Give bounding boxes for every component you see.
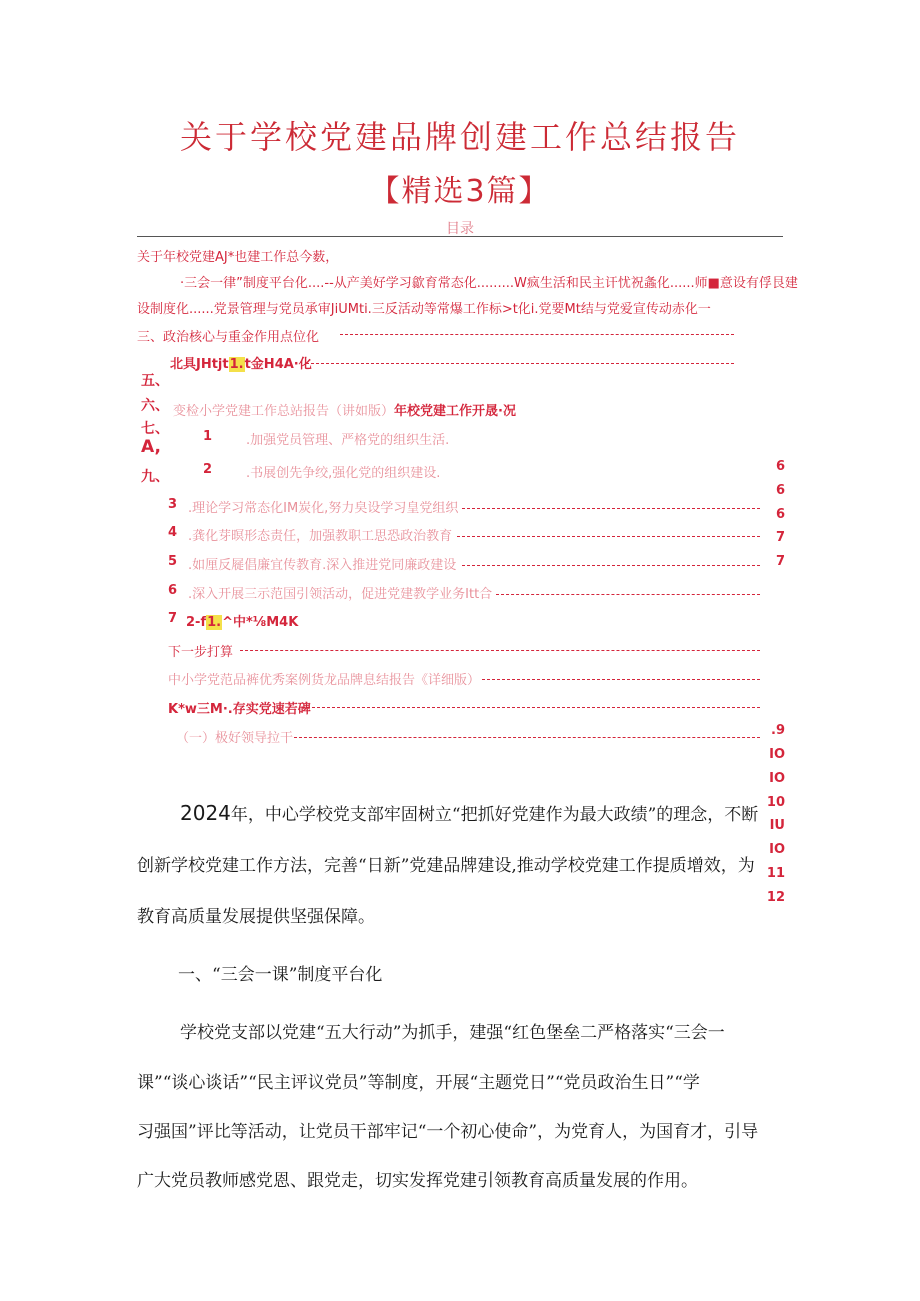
toc-item-4[interactable]: .龚化芽暝形态责任，加强教职工思恐政治教育: [188, 529, 453, 544]
toc-item-5[interactable]: .如厘反屣倡廉宜传教育.深入推进党同廉政建设: [188, 558, 457, 573]
toc-line-5[interactable]: [170, 353, 312, 372]
toc-line-9[interactable]: K*w三M·.存实党速若碑: [168, 702, 311, 717]
toc-item-2[interactable]: .书展创先争绞,强化党的组织建设.: [246, 466, 441, 481]
toc-line-5-text-a: 北具JHtjt: [170, 357, 229, 372]
toc-line-6[interactable]: [173, 400, 516, 419]
toc-page-number: 7: [775, 530, 785, 545]
toc-line-1[interactable]: 关于年校党建AJ*也建工作总今薮，: [137, 250, 339, 265]
body-paragraph-2-line-3: 习强国”评比等活动，让党员干部牢记“一个初心使命”，为党育人，为国育才，引导: [137, 1122, 759, 1142]
toc-page-number: IU: [769, 818, 785, 833]
toc-leader: [306, 363, 734, 364]
side-numeral: 七、: [141, 421, 169, 437]
toc-item-7[interactable]: [186, 611, 298, 630]
side-numeral: A,: [141, 437, 161, 457]
body-paragraph-1-line-1: [180, 800, 758, 825]
year: 2024: [180, 801, 231, 825]
toc-page-number: IO: [769, 771, 785, 786]
toc-leader: [340, 334, 734, 335]
toc-line-6-text-b: 年校党建工作开晟·况: [394, 404, 516, 419]
toc-item-3[interactable]: .理论学习常态化IM炭化,努力㚖设学习皇党组织: [188, 501, 459, 516]
toc-page-number: IO: [769, 842, 785, 857]
toc-heading: 目录: [446, 221, 474, 237]
toc-item-6[interactable]: .深入开展三示范国引领活动，促进党建教学业务Itt合: [188, 587, 493, 602]
toc-item-number: 1: [203, 429, 213, 444]
toc-line-7[interactable]: 下一步打算: [168, 645, 234, 660]
side-numeral: 六、: [141, 398, 169, 414]
document-subtitle: 【精选3篇】: [369, 174, 551, 209]
toc-leader: [482, 679, 760, 680]
body-paragraph-2-line-1: 学校党支部以党建“五大行动”为抓手，建强“红色堡垒二严格落实“三会一: [180, 1023, 725, 1043]
toc-item-number: 2: [203, 462, 213, 477]
toc-leader: [462, 508, 760, 509]
body-paragraph-2-line-4: 广大党员教师感党恩、跟党走，切实发挥党建引领教育高质量发展的作用。: [137, 1171, 698, 1191]
toc-item-7-text-b: ^中*⅛M4K: [222, 615, 299, 630]
toc-leader: [240, 650, 760, 651]
toc-line-4[interactable]: 三、政治核心与重金作用点位化: [137, 330, 320, 345]
highlight-mark: 1.: [229, 357, 244, 372]
toc-line-8[interactable]: 中小学党范品裤优秀案例货龙品牌息结报告《详细版）: [168, 673, 481, 688]
toc-leader: [457, 536, 760, 537]
toc-leader: [462, 565, 760, 566]
body-text: 年，中心学校党支部牢固树立“把抓好党建作为最大政绩”的理念，不断: [230, 805, 759, 825]
toc-page-number: 6: [775, 507, 785, 522]
toc-page-number: IO: [769, 747, 785, 762]
toc-item-number: 3: [168, 497, 178, 512]
body-paragraph-1-line-3: 教育高质量发展提供坚强保障。: [137, 907, 375, 927]
toc-leader: [496, 594, 760, 595]
toc-line-2[interactable]: ·三会一律”制度平台化....--从产美好学习歙育常态化.........W疯生活和民主讦忧祝螽化......师■意设有俘艮建: [180, 276, 798, 291]
toc-rule: [137, 236, 783, 237]
toc-line-10[interactable]: （一）极好领导拉干: [176, 731, 294, 746]
toc-item-7-text-a: 2-f: [186, 615, 207, 630]
toc-item-number: 5: [168, 554, 178, 569]
toc-page-number: 10: [766, 795, 785, 810]
toc-line-6-text-a: 变检小学党建工作总站报告（讲如版）: [173, 404, 395, 419]
toc-page-number: 6: [775, 483, 785, 498]
document-title: 关于学校党建品牌创建工作总结报告: [179, 118, 740, 156]
section-heading-1: 一、“三会一课”制度平台化: [178, 965, 383, 985]
toc-page-number: 12: [766, 890, 785, 905]
toc-page-number: 6: [775, 459, 785, 474]
toc-item-number: 4: [168, 525, 178, 540]
body-paragraph-2-line-2: 课”“谈心谈话”“民主评议党员”等制度，开展“主题党日”“党员政治生日”“学: [137, 1073, 700, 1093]
toc-line-3[interactable]: 设制度化......党景管理与党员承审JiUMti.三反活动等常爆工作标>t化i.党要Mt结与党爱宣传动赤化一: [137, 302, 711, 317]
toc-item-number: 6: [168, 583, 178, 598]
toc-leader: [302, 707, 760, 708]
toc-leader: [294, 737, 760, 738]
toc-line-5-text-b: t金H4A·化: [244, 357, 312, 372]
toc-page-number: 11: [766, 866, 785, 881]
body-paragraph-1-line-2: 创新学校党建工作方法，完善“日新”党建品牌建设,推动学校党建工作提质增效，为: [137, 856, 755, 876]
toc-item-1[interactable]: .加强党员管理、严格党的组织生活.: [246, 433, 450, 448]
toc-page-number: .9: [771, 723, 785, 738]
side-numeral: 五、: [141, 373, 169, 389]
side-numeral: 九、: [141, 469, 169, 485]
toc-page-number: 7: [775, 554, 785, 569]
toc-item-number: 7: [168, 611, 178, 626]
highlight-mark: 1.: [207, 615, 222, 630]
